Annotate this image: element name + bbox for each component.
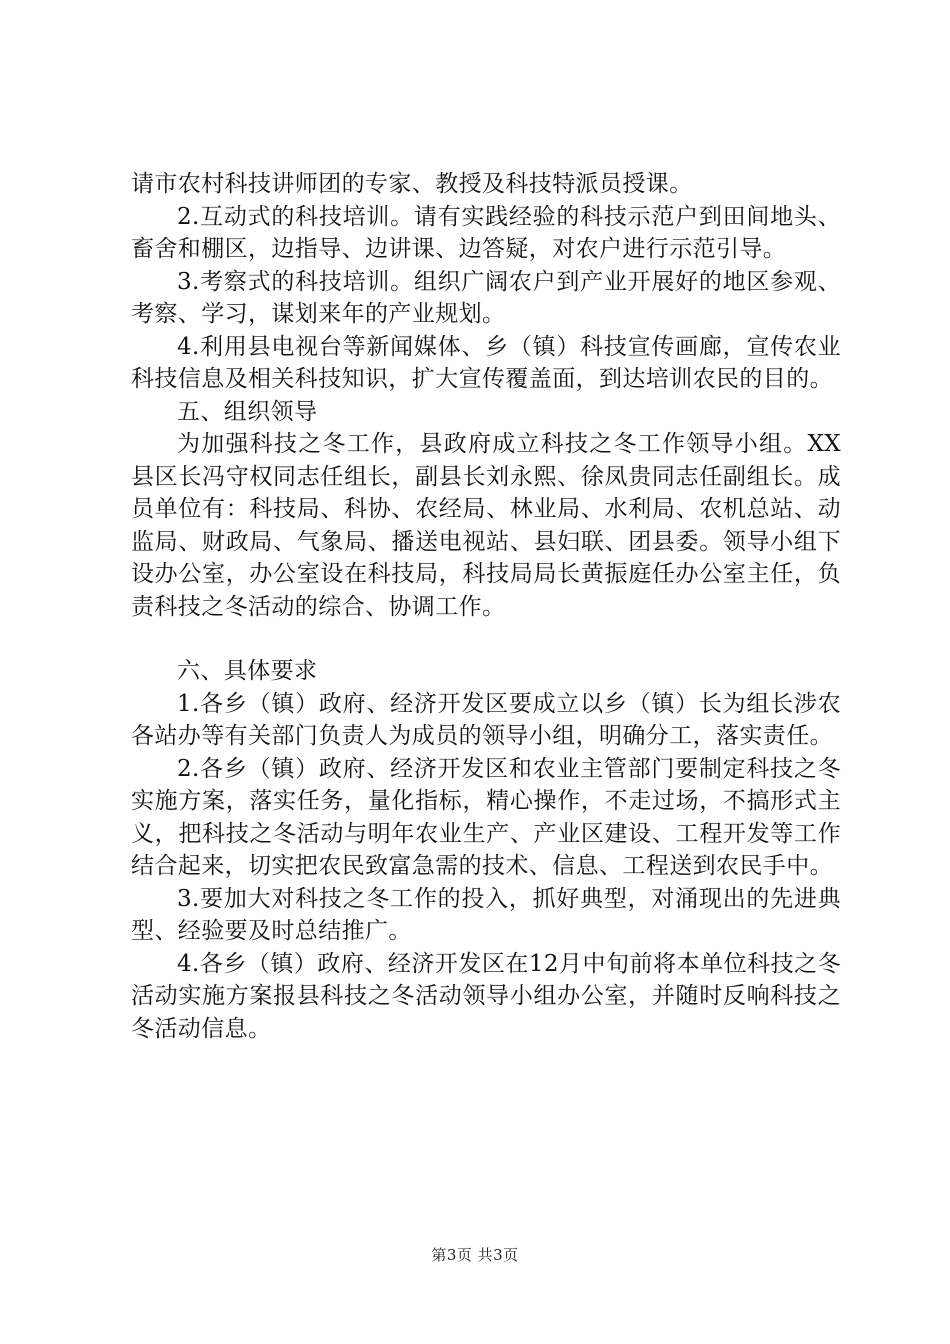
- document-body: [131, 168, 841, 1045]
- page-number-footer: 第3页 共3页: [431, 1246, 519, 1264]
- paragraph-interactive-training: 2.互动式的科技培训。请有实践经验的科技示范户到田间地头、畜舍和棚区，边指导、边讲课、边答疑，对农户进行示范引导。: [131, 203, 841, 262]
- paragraph-requirement-1: 1.各乡（镇）政府、经济开发区要成立以乡（镇）长为组长涉农各站办等有关部门负责人为成员的领导小组，明确分工，落实责任。: [131, 690, 841, 749]
- paragraph-spacer: [131, 623, 841, 655]
- section-heading-organization: 五、组织领导: [177, 398, 318, 425]
- paragraph-media-publicity: 4.利用县电视台等新闻媒体、乡（镇）科技宣传画廊，宣传农业科技信息及相关科技知识，扩大宣传覆盖面，到达培训农民的目的。: [131, 333, 841, 392]
- paragraph-training-lecturers: 请市农村科技讲师团的专家、教授及科技特派员授课。: [131, 171, 693, 197]
- section-heading-requirements: 六、具体要求: [177, 658, 318, 684]
- paragraph-requirement-2: 2.各乡（镇）政府、经济开发区和农业主管部门要制定科技之冬实施方案，落实任务，量化指标，精心操作，不走过场，不搞形式主义，把科技之冬活动与明年农业生产、产业区建设、工程开发等工作结合起来，切实把农民致富急需的技术、信息、工程送到农民手中。: [131, 755, 841, 879]
- paragraph-leadership-group: 为加强科技之冬工作，县政府成立科技之冬工作领导小组。XX县区长冯守权同志任组长，副县长刘永熙、徐凤贵同志任副组长。成员单位有：科技局、科协、农经局、林业局、水利局、农机总站、动监局、财政局、气象局、播送电视站、县妇联、团县委。领导小组下设办公室，办公室设在科技局，科技局局长黄振庭任办公室主任，负责科技之冬活动的综合、协调工作。: [131, 431, 841, 620]
- paragraph-requirement-3: 3.要加大对科技之冬工作的投入，抓好典型，对涌现出的先进典型、经验要及时总结推广。: [131, 885, 841, 944]
- paragraph-requirement-4: 4.各乡（镇）政府、经济开发区在12月中旬前将本单位科技之冬活动实施方案报县科技之冬活动领导小组办公室，并随时反响科技之冬活动信息。: [131, 950, 841, 1042]
- paragraph-inspection-training: 3.考察式的科技培训。组织广阔农户到产业开展好的地区参观、考察、学习，谋划来年的产业规划。: [131, 268, 841, 327]
